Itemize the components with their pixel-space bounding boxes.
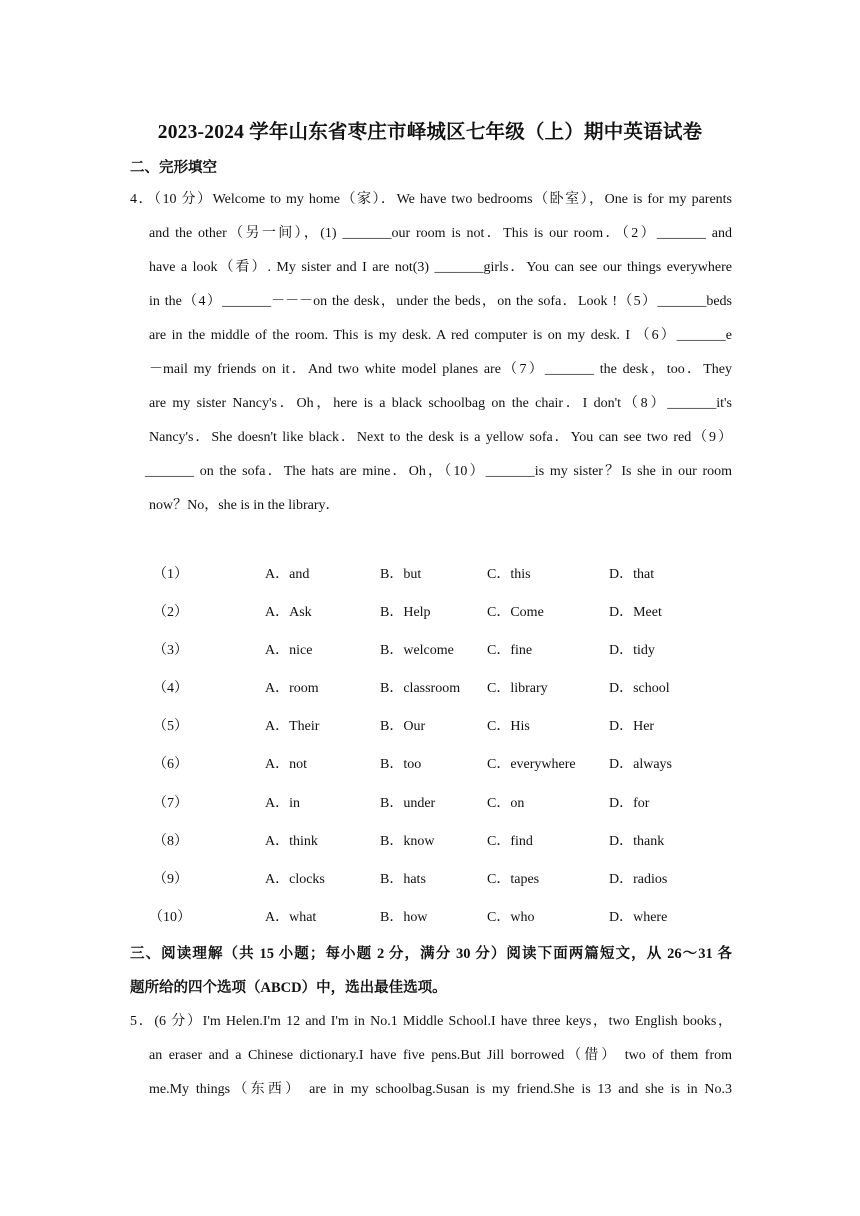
option-a: A．nice	[265, 643, 313, 659]
passage-line: me.My things（东西） are in my schoolbag.Susan is my friend.She is 13 and she is in No.3	[149, 1082, 732, 1097]
option-d: D．tidy	[609, 643, 655, 659]
passage-line: 5．(6 分）I'm Helen.I'm 12 and I'm in No.1 Middle School.I have three keys，two English books，	[130, 1014, 732, 1029]
option-row	[153, 823, 733, 861]
option-row	[153, 594, 733, 632]
passage-line: and the other（另一间），(1) _______our room is not．This is our room．（2）_______ and	[149, 226, 732, 241]
option-b: B．Our	[380, 719, 426, 735]
passage-line: now？No，she is in the library．	[149, 498, 340, 513]
passage-line: an eraser and a Chinese dictionary.I have five pens.But Jill borrowed（借） two of them from	[149, 1048, 732, 1063]
heading-line: 题所给的四个选项（ABCD）中，选出最佳选项。	[130, 980, 447, 996]
cloze-options	[149, 556, 733, 937]
passage-line: －mail my friends on it．And two white model planes are（7）_______ the desk，too．They	[149, 362, 732, 377]
option-number: （2）	[153, 605, 188, 621]
option-row	[153, 746, 733, 784]
option-number: （7）	[153, 795, 188, 811]
option-d: D．radios	[609, 871, 668, 887]
option-d: D．thank	[609, 833, 665, 849]
passage-line: 4．（10 分）Welcome to my home（家）．We have two bedrooms（卧室），One is for my parents	[130, 192, 732, 207]
option-number: （10）	[149, 909, 191, 925]
option-row	[153, 556, 733, 594]
option-b: B．but	[380, 567, 422, 582]
passage-line: Nancy's．She doesn't like black．Next to the desk is a yellow sofa．You can see two red（9）	[149, 430, 732, 445]
option-d: D．always	[609, 757, 672, 773]
option-number: （8）	[153, 833, 188, 849]
option-b: B．Help	[380, 605, 431, 621]
passage-line: have a look（看）. My sister and I are not(3) _______girls．You can see our things everywhere	[149, 260, 732, 275]
option-c: C．who	[487, 909, 535, 925]
option-a: A．think	[265, 833, 318, 849]
section-heading-cloze: 二、完形填空	[130, 160, 217, 176]
option-a: A．in	[265, 795, 300, 811]
option-row	[153, 785, 733, 823]
option-number: （4）	[153, 681, 188, 697]
option-b: B．classroom	[380, 681, 461, 697]
option-b: B．welcome	[380, 643, 454, 659]
reading-passage	[130, 1005, 732, 1107]
option-d: D．Meet	[609, 605, 662, 621]
option-d: D．where	[609, 909, 668, 925]
option-a: A．Ask	[265, 605, 312, 621]
passage-line: _______ on the sofa．The hats are mine．Oh，（10）_______is my sister？Is she in our room	[145, 464, 732, 479]
option-number: （5）	[153, 719, 188, 735]
option-c: C．fine	[487, 643, 533, 659]
passage-line: in the（4）_______－－－on the desk，under the beds，on the sofa．Look !（5）_______beds	[149, 294, 732, 309]
option-a: A．clocks	[265, 871, 325, 887]
option-a: A．Their	[265, 719, 320, 735]
option-row	[153, 632, 733, 670]
option-d: D．Her	[609, 719, 655, 735]
page-title: 2023-2024 学年山东省枣庄市峄城区七年级（上）期中英语试卷	[157, 122, 703, 143]
cloze-passage	[130, 183, 732, 523]
option-a: A．not	[265, 757, 307, 773]
option-b: B．too	[380, 757, 422, 773]
option-row	[153, 708, 733, 746]
option-number: （1）	[153, 567, 188, 582]
option-c: C．library	[487, 681, 548, 697]
option-a: A．room	[265, 681, 319, 697]
option-d: D．school	[609, 681, 670, 697]
option-c: C．His	[487, 719, 530, 735]
option-b: B．know	[380, 833, 435, 849]
option-row	[149, 899, 733, 937]
option-c: C．find	[487, 833, 533, 849]
passage-line: are my sister Nancy's．Oh，here is a black schoolbag on the chair．I don't（8）_______it's	[149, 396, 732, 411]
option-b: B．hats	[380, 871, 426, 887]
option-row	[153, 670, 733, 708]
option-number: （9）	[153, 871, 188, 887]
option-c: C．tapes	[487, 871, 540, 887]
passage-line: are in the middle of the room. This is my desk. A red computer is on my desk. I （6）_______e	[149, 328, 732, 343]
option-b: B．under	[380, 795, 436, 811]
option-a: A．and	[265, 567, 310, 582]
option-c: C．this	[487, 567, 531, 582]
option-c: C．everywhere	[487, 757, 576, 773]
option-number: （3）	[153, 643, 188, 659]
option-b: B．how	[380, 909, 428, 925]
option-c: C．Come	[487, 605, 544, 621]
option-c: C．on	[487, 795, 525, 811]
section-heading-reading	[130, 937, 732, 1005]
option-d: D．that	[609, 567, 655, 582]
option-a: A．what	[265, 909, 317, 925]
heading-line: 三、阅读理解（共 15 小题；每小题 2 分，满分 30 分）阅读下面两篇短文，从 26～31 各	[130, 946, 732, 962]
option-d: D．for	[609, 795, 650, 811]
option-number: （6）	[153, 757, 188, 773]
option-row	[153, 861, 733, 899]
